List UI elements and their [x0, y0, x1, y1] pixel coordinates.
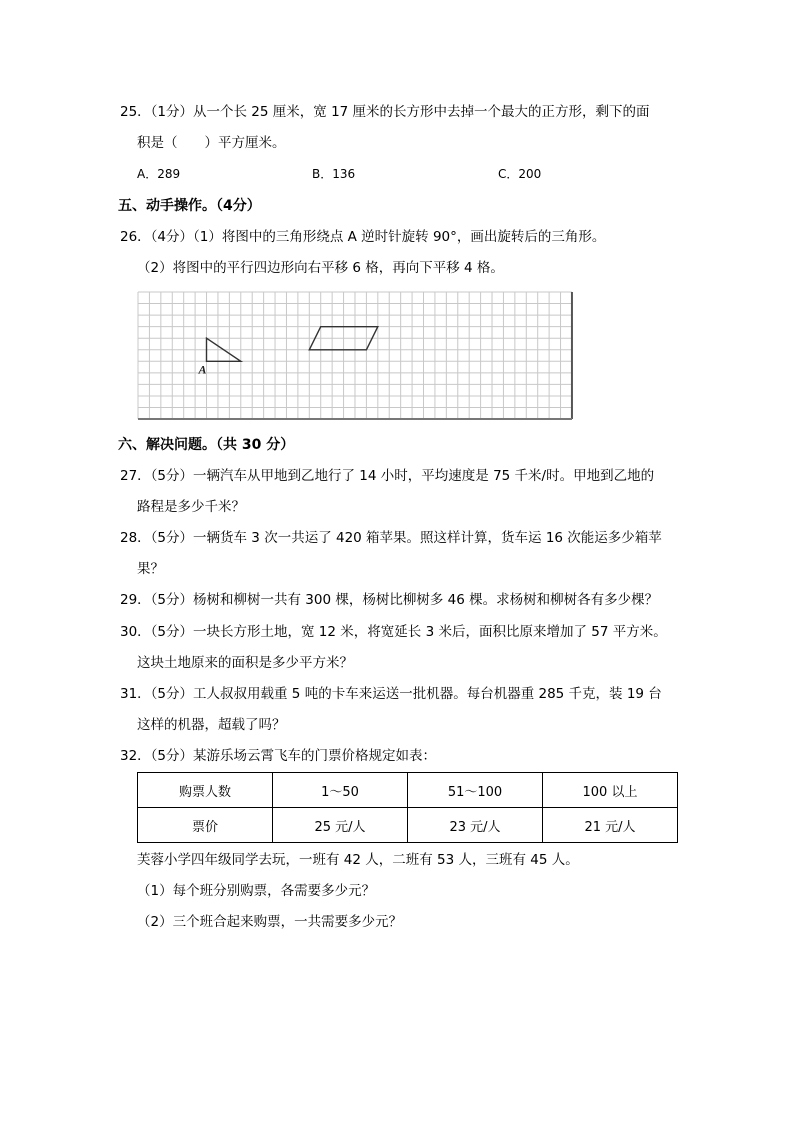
- q32-sub-1: （1）每个班分别购票，各需要多少元？: [137, 883, 376, 899]
- q29-line-1: 29．（5分）杨树和柳树一共有 300 棵，杨树比柳树多 46 棵。求杨树和柳树各有多少棵？: [120, 592, 659, 608]
- table-cell: 23 元/人: [408, 808, 543, 843]
- table-cell: 25 元/人: [273, 808, 408, 843]
- q30-line-2: 这块土地原来的面积是多少平方米？: [137, 655, 353, 671]
- table-cell: 51～100: [408, 773, 543, 808]
- section-6-heading: 六、解决问题。（共 30 分）: [118, 437, 295, 453]
- q31-line-2: 这样的机器，超载了吗？: [137, 717, 286, 733]
- table-cell: 票价: [138, 808, 273, 843]
- q26-line-2: （2）将图中的平行四边形向右平移 6 格，再向下平移 4 格。: [137, 260, 504, 276]
- q25-line-1: 25．（1分）从一个长 25 厘米，宽 17 厘米的长方形中去掉一个最大的正方形，剩下的面: [120, 104, 650, 120]
- q27-line-2: 路程是多少千米？: [137, 499, 245, 515]
- q25-option-c: C．200: [498, 167, 542, 181]
- q25-option-b: B．136: [312, 167, 356, 181]
- table-cell: 1～50: [273, 773, 408, 808]
- q28-line-2: 果？: [137, 561, 164, 577]
- table-cell: 100 以上: [543, 773, 678, 808]
- grid-lines: [138, 292, 572, 419]
- q32-line-1: 32．（5分）某游乐场云霄飞车的门票价格规定如表：: [120, 748, 437, 764]
- table-row: [138, 808, 678, 843]
- table-row: [138, 773, 678, 808]
- q31-line-1: 31．（5分）工人叔叔用载重 5 吨的卡车来运送一批机器。每台机器重 285 千克，装 19 台: [120, 686, 662, 702]
- ticket-price-table: [137, 772, 678, 843]
- q32-sub-2: （2）三个班合起来购票，一共需要多少元？: [137, 914, 403, 930]
- table-cell: 购票人数: [138, 773, 273, 808]
- q26-line-1: 26．（4分）（1）将图中的三角形绕点 A 逆时针旋转 90°，画出旋转后的三角形。: [120, 229, 606, 245]
- q28-line-1: 28．（5分）一辆货车 3 次一共运了 420 箱苹果。照这样计算，货车运 16 次能运多少箱苹: [120, 530, 662, 546]
- table-cell: 21 元/人: [543, 808, 678, 843]
- grid-figure: [136, 290, 576, 424]
- q32-line-2: 芙蓉小学四年级同学去玩，一班有 42 人，二班有 53 人，三班有 45 人。: [137, 852, 579, 868]
- q25-option-a: A．289: [137, 167, 181, 181]
- section-5-heading: 五、动手操作。（4分）: [118, 198, 261, 214]
- q27-line-1: 27．（5分）一辆汽车从甲地到乙地行了 14 小时，平均速度是 75 千米/时。甲地到乙地的: [120, 468, 655, 484]
- q25-line-2: 积是（ ）平方厘米。: [137, 135, 286, 151]
- q30-line-1: 30．（5分）一块长方形土地，宽 12 米，将宽延长 3 米后，面积比原来增加了 57 平方米。: [120, 624, 667, 640]
- point-a-label: A: [198, 362, 207, 377]
